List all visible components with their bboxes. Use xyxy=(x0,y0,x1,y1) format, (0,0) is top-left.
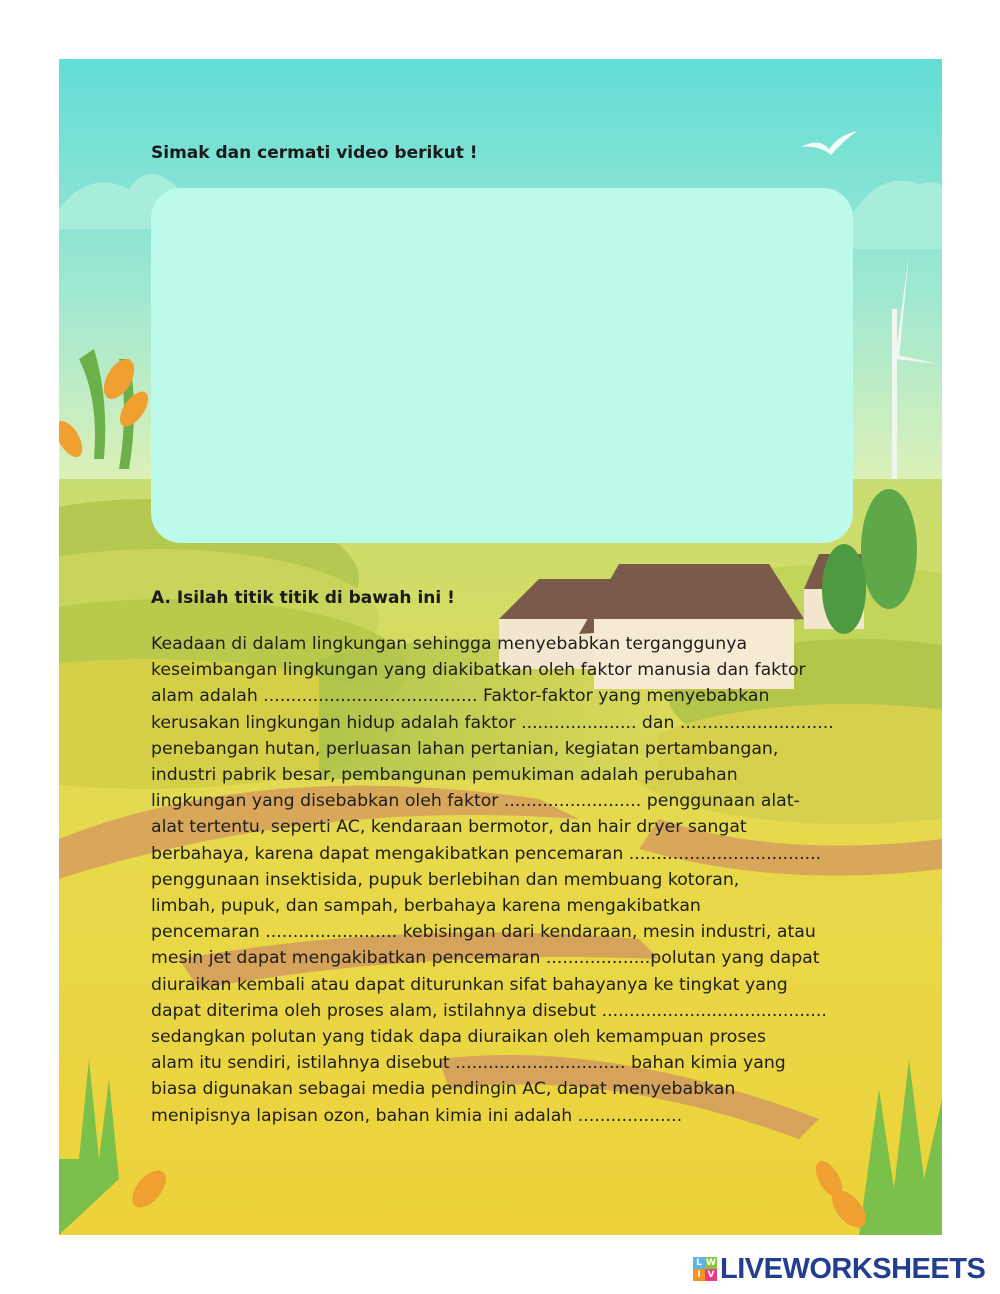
paragraph-line: alat tertentu, seperti AC, kendaraan bermotor, dan hair dryer sangat xyxy=(151,817,747,838)
paragraph-line: diuraikan kembali atau dapat diturunkan sifat bahayanya ke tingkat yang xyxy=(151,974,788,995)
paragraph-line: penebangan hutan, perluasan lahan pertanian, kegiatan pertambangan, xyxy=(151,738,779,759)
paragraph-line: pencemaran ........................ kebisingan dari kendaraan, mesin industri, atau xyxy=(151,922,816,943)
section-a-title: A. Isilah titik titik di bawah ini ! xyxy=(151,588,455,608)
logo-letter: I xyxy=(693,1269,705,1281)
paragraph-line: kerusakan lingkungan hidup adalah faktor ..................... dan ............................ xyxy=(151,712,834,733)
paragraph-line: lingkungan yang disebabkan oleh faktor ......................... penggunaan alat- xyxy=(151,791,800,812)
paragraph-line: limbah, pupuk, dan sampah, berbahaya karena mengakibatkan xyxy=(151,896,701,917)
paragraph-line: alam itu sendiri, istilahnya disebut ............................... bahan kimia yang xyxy=(151,1053,786,1074)
paragraph-line: menipisnya lapisan ozon, bahan kimia ini adalah ................... xyxy=(151,1105,683,1126)
paragraph-line: Keadaan di dalam lingkungan sehingga menyebabkan terganggunya xyxy=(151,634,748,654)
paragraph-line: biasa digunakan sebagai media pendingin AC, dapat menyebabkan xyxy=(151,1079,736,1100)
paragraph-line: dapat diterima oleh proses alam, istilahnya disebut ......................................... xyxy=(151,1000,827,1021)
paragraph-line: mesin jet dapat mengakibatkan pencemaran ...................polutan yang dapat xyxy=(151,948,820,969)
paragraph-line: penggunaan insektisida, pupuk berlebihan dan membuang kotoran, xyxy=(151,869,740,890)
paragraph-line: keseimbangan lingkungan yang diakibatkan oleh faktor manusia dan faktor xyxy=(151,660,806,681)
paragraph-line: berbahaya, karena dapat mengakibatkan pencemaran ................................... xyxy=(151,843,822,864)
paragraph-line: sedangkan polutan yang tidak dapa diuraikan oleh kemampuan proses xyxy=(151,1027,767,1048)
video-instruction-heading: Simak dan cermati video berikut ! xyxy=(151,143,478,163)
logo-letter: L xyxy=(693,1257,705,1269)
logo-mark-icon xyxy=(693,1257,717,1281)
worksheet-page xyxy=(59,59,942,1235)
logo-letter: V xyxy=(705,1269,717,1281)
fill-in-blank-paragraph xyxy=(151,631,871,1129)
paragraph-line: industri pabrik besar, pembangunan pemukiman adalah perubahan xyxy=(151,765,738,786)
logo-wordmark: LIVEWORKSHEETS xyxy=(720,1252,986,1285)
logo-letter: W xyxy=(706,1258,716,1268)
liveworksheets-logo[interactable] xyxy=(693,1254,985,1284)
video-player-placeholder[interactable] xyxy=(151,188,853,543)
paragraph-line: alam adalah ....................................... Faktor-faktor yang menyebabkan xyxy=(151,686,770,707)
